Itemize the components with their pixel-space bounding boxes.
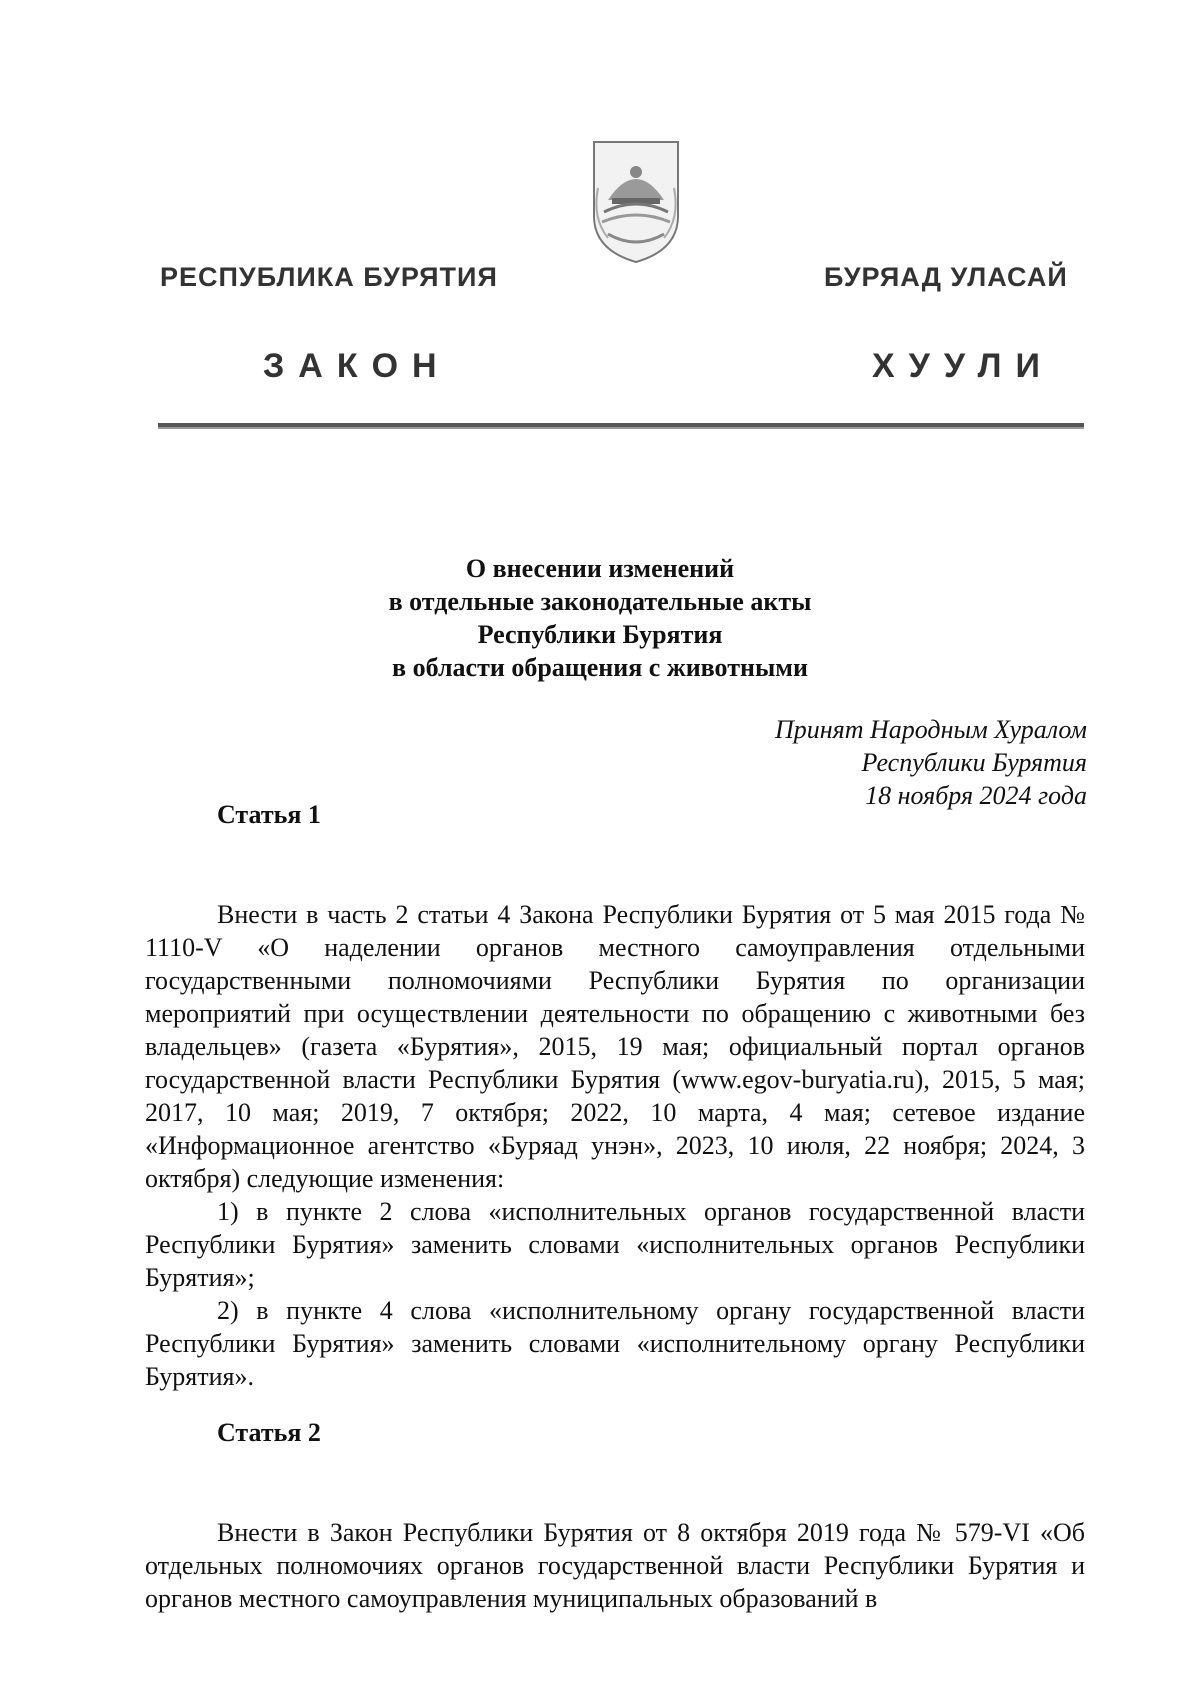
republic-name-buryat: БУРЯАД УЛАСАЙ xyxy=(824,262,1068,292)
adoption-date: 18 ноября 2024 года xyxy=(865,781,1087,810)
article-paragraph: 1) в пункте 2 слова «исполнительных органов государственной власти Республики Бурятия» заменить словами «исполнительных органов Республики Бурятия»; xyxy=(145,1197,1085,1292)
article-paragraph: Внести в часть 2 статьи 4 Закона Республики Бурятия от 5 мая 2015 года № 1110-V «О наделении органов местного самоуправления отдельными государственными полномочиями Республики Бурятия по организации мероприятий при осуществлении деятельности по обращению с животными без владельцев» (газета «Бурятия», 2015, 19 мая; официальный портал органов государственной власти Республики Бурятия (www.egov-buryatia.ru), 2015, 5 мая; 2017, 10 мая; 2019, 7 октября; 2022, 10 марта, 4 мая; сетевое издание «Информационное агентство «Буряад унэн», 2023, 10 июля, 22 ноября; 2024, 3 октября) следующие изменения: xyxy=(145,900,1085,1193)
adoption-note xyxy=(775,713,1087,812)
document-title xyxy=(150,552,1050,684)
law-label-russian: ЗАКОН xyxy=(263,347,451,385)
article-1-heading: Статья 1 xyxy=(217,800,321,829)
article-1-body xyxy=(145,898,1085,1393)
title-line: в области обращения с животными xyxy=(392,653,808,682)
title-line: Республики Бурятия xyxy=(477,620,723,649)
article-paragraph: Внести в Закон Республики Бурятия от 8 октября 2019 года № 579-VI «Об отдельных полномочиях органов государственной власти Республики Бурятия и органов местного самоуправления муниципальных образований в xyxy=(145,1518,1085,1613)
republic-name-russian: РЕСПУБЛИКА БУРЯТИЯ xyxy=(160,262,498,292)
coat-of-arms-emblem xyxy=(588,138,684,266)
law-label-buryat: ХУУЛИ xyxy=(872,347,1054,385)
article-2-body xyxy=(145,1516,1085,1615)
header-divider xyxy=(158,423,1084,429)
title-line: в отдельные законодательные акты xyxy=(388,587,812,616)
adoption-line: Принят Народным Хуралом xyxy=(774,715,1087,744)
article-2-heading: Статья 2 xyxy=(217,1418,321,1447)
adoption-line: Республики Бурятия xyxy=(861,748,1087,777)
article-paragraph: 2) в пункте 4 слова «исполнительному органу государственной власти Республики Бурятия» заменить словами «исполнительному органу Республики Бурятия». xyxy=(145,1296,1085,1391)
title-line: О внесении изменений xyxy=(465,554,735,583)
